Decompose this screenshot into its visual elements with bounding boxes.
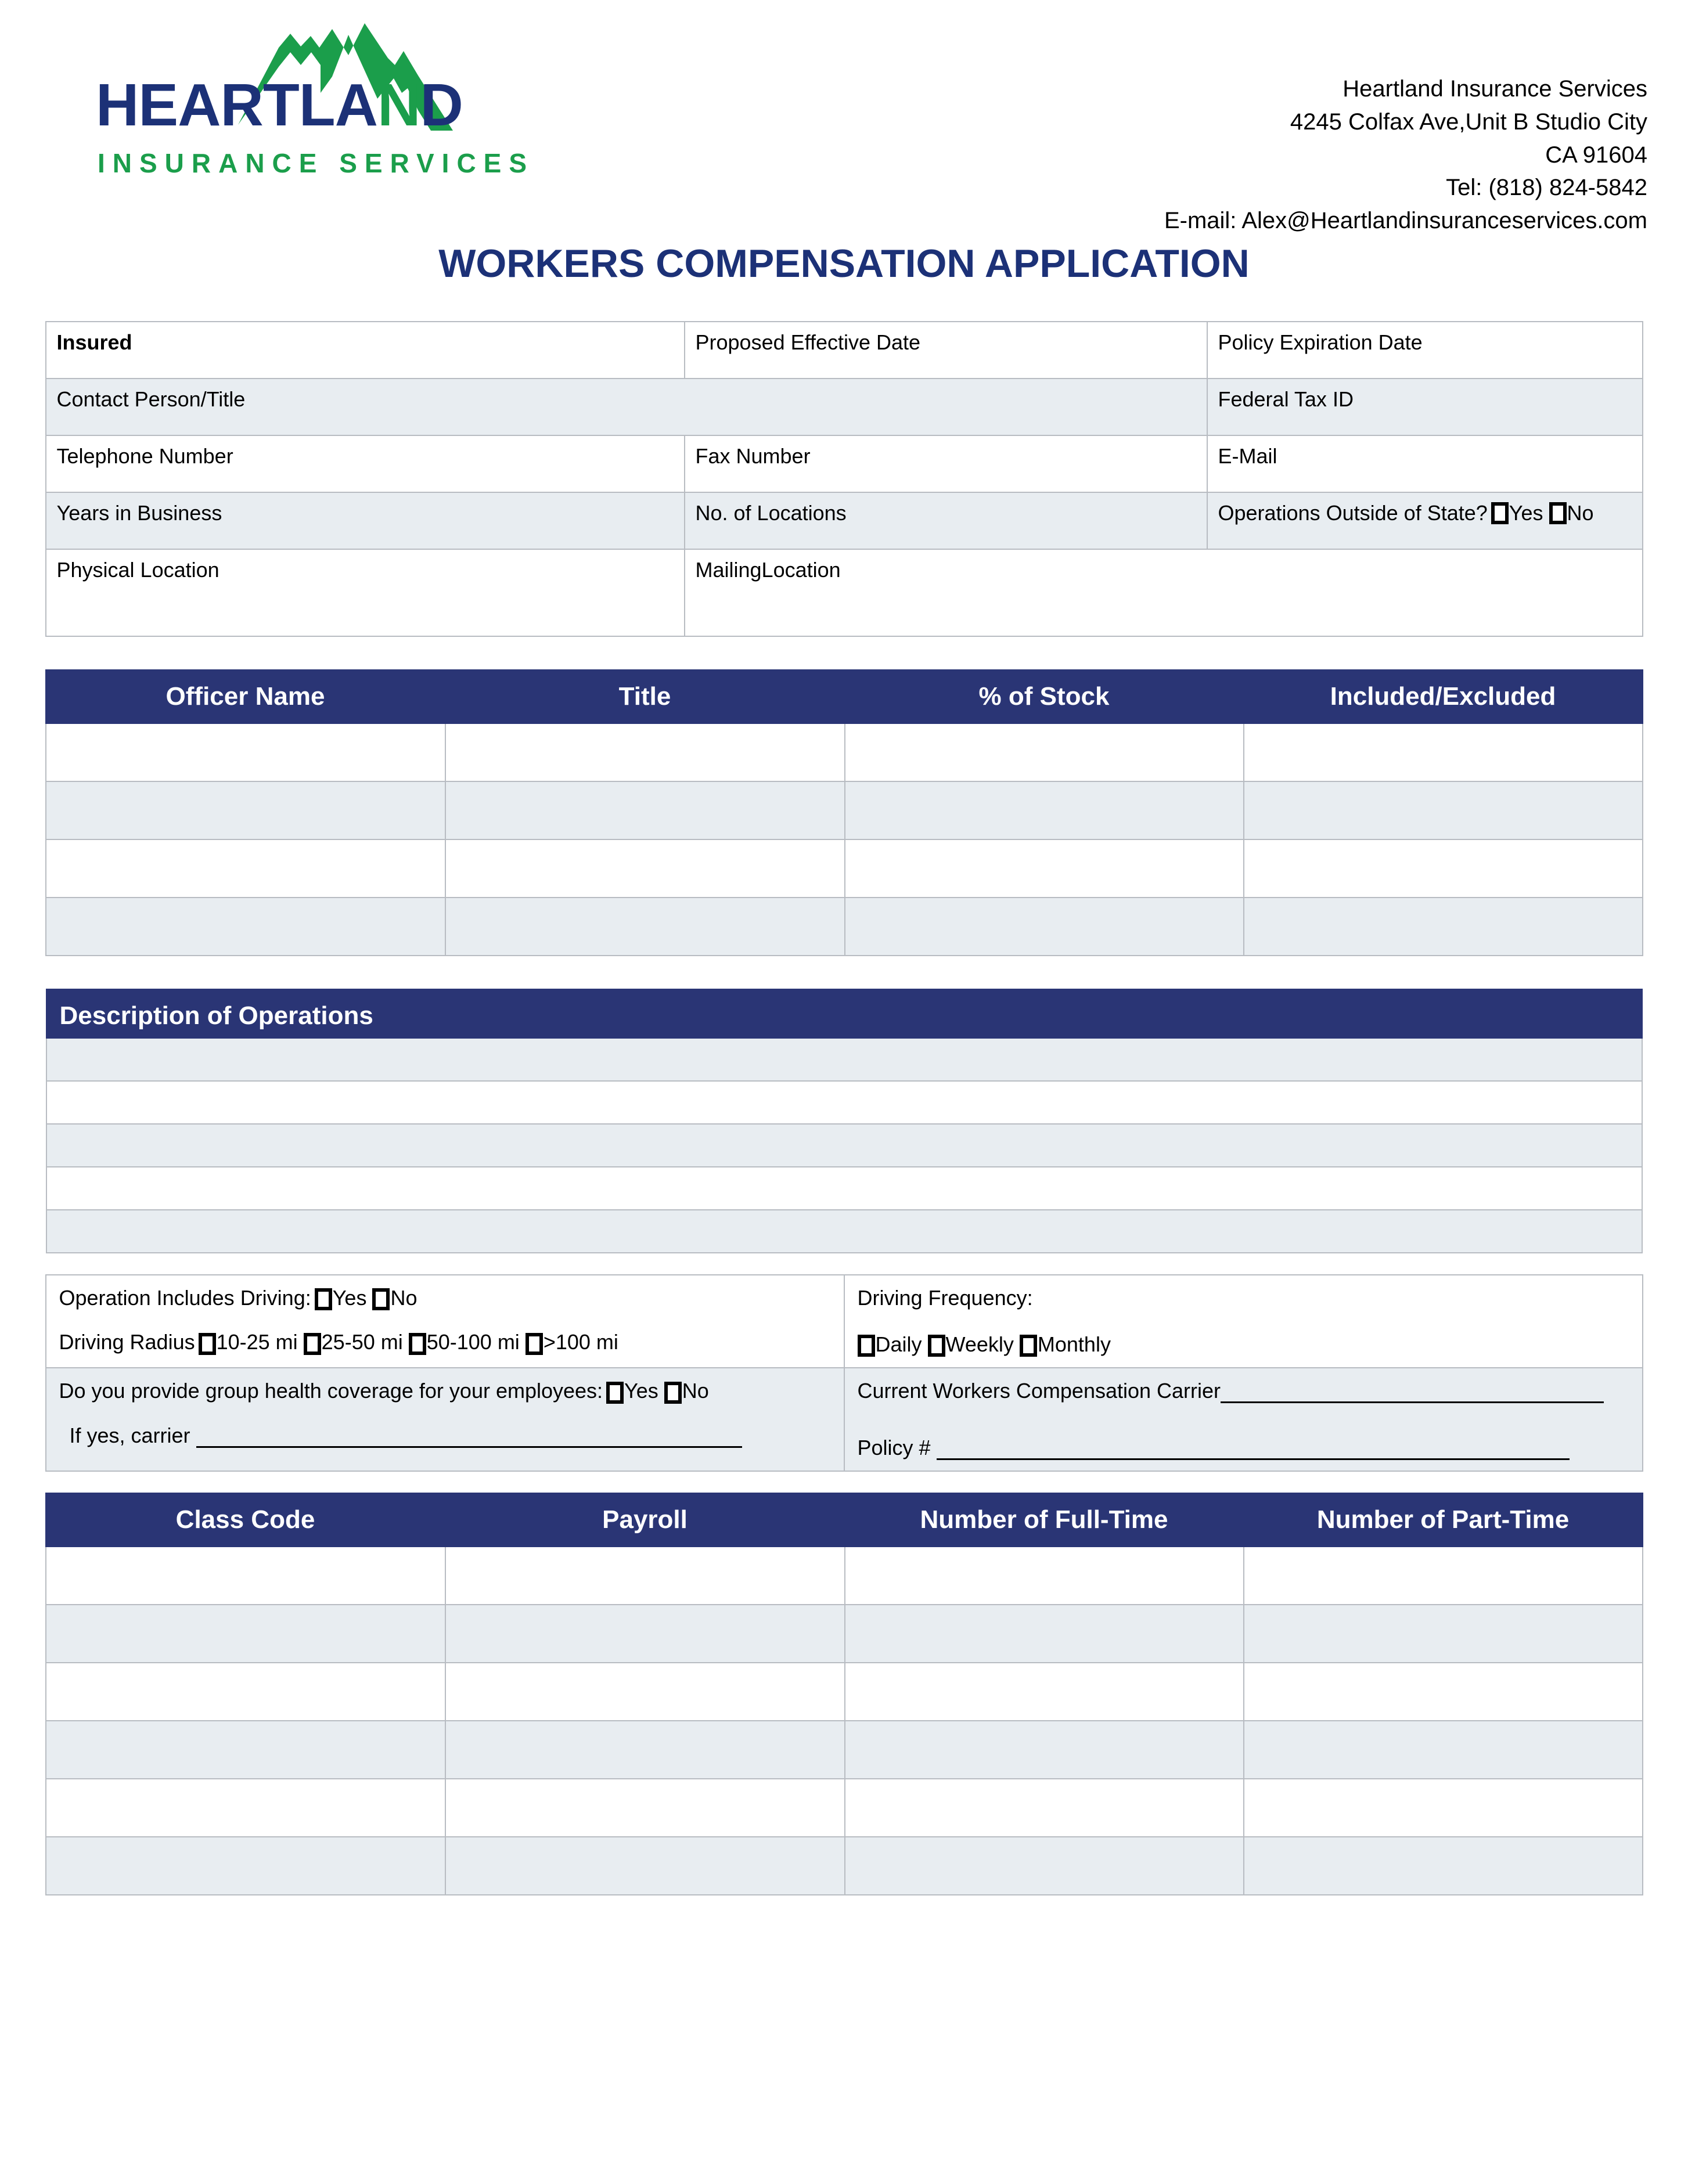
officer-cell-stock[interactable] [845, 781, 1244, 839]
driving-frequency-monthly-label: Monthly [1037, 1332, 1111, 1356]
class-code-cell-code[interactable] [46, 1663, 445, 1721]
description-line[interactable] [46, 1210, 1642, 1253]
current-carrier-label: Current Workers Compensation Carrier [857, 1379, 1221, 1403]
class-code-cell-payroll[interactable] [445, 1779, 845, 1837]
driving-radius-10-25-label: 10-25 mi [216, 1330, 298, 1354]
officer-col-included-excluded: Included/Excluded [1244, 670, 1643, 723]
class-code-cell-payroll[interactable] [445, 1605, 845, 1663]
driving-frequency-weekly-checkbox[interactable] [928, 1335, 945, 1357]
policy-expiration-date-cell[interactable] [1207, 322, 1643, 379]
officer-col-officer-name: Officer Name [46, 670, 445, 723]
description-line[interactable] [46, 1081, 1642, 1124]
logo-wordmark-part1: HEARTLA [96, 71, 378, 138]
class-code-cell-code[interactable] [46, 1779, 445, 1837]
officer-cell-title[interactable] [445, 839, 845, 898]
driving-frequency-cell [844, 1275, 1643, 1368]
company-address-line2: CA 91604 [1545, 142, 1647, 168]
class-code-table-header-row [46, 1493, 1643, 1547]
driving-frequency-monthly-checkbox[interactable] [1020, 1335, 1037, 1357]
current-carrier-group [858, 1379, 1629, 1403]
officer-cell-included[interactable] [1244, 839, 1643, 898]
driving-radius-over-100-label: >100 mi [543, 1330, 618, 1354]
operations-outside-state-label: Operations Outside of State? [1218, 501, 1488, 525]
spacer [0, 956, 1688, 989]
fax-number-cell[interactable] [685, 435, 1207, 492]
officer-cell-included[interactable] [1244, 781, 1643, 839]
logo-wordmark-part2: D [420, 71, 463, 138]
telephone-number-cell[interactable] [46, 435, 685, 492]
no-of-locations-label: No. of Locations [695, 501, 847, 525]
driving-frequency-daily-checkbox[interactable] [858, 1335, 875, 1357]
table-row [46, 839, 1643, 898]
officer-cell-title[interactable] [445, 723, 845, 781]
email-label: E-Mail [1218, 444, 1277, 468]
class-code-cell-code[interactable] [46, 1605, 445, 1663]
no-of-locations-cell[interactable] [685, 492, 1207, 549]
class-code-cell-payroll[interactable] [445, 1663, 845, 1721]
company-telephone: Tel: (818) 824-5842 [1446, 175, 1647, 201]
officer-cell-included[interactable] [1244, 723, 1643, 781]
class-code-cell-code[interactable] [46, 1837, 445, 1895]
class-code-cell-fulltime[interactable] [845, 1547, 1244, 1605]
driving-radius-label: Driving Radius [59, 1330, 195, 1354]
page-title: WORKERS COMPENSATION APPLICATION [438, 242, 1250, 286]
driving-details-cell [46, 1275, 844, 1368]
class-code-col-part-time: Number of Part-Time [1244, 1493, 1643, 1547]
group-health-no-label: No [682, 1379, 709, 1403]
description-line[interactable] [46, 1038, 1642, 1081]
class-code-col-payroll: Payroll [445, 1493, 845, 1547]
class-code-cell-payroll[interactable] [445, 1547, 845, 1605]
group-health-no-checkbox[interactable] [664, 1382, 682, 1404]
company-contact-info [1164, 17, 1647, 237]
table-row [46, 1663, 1643, 1721]
table-row [46, 1837, 1643, 1895]
mailing-location-cell[interactable] [685, 549, 1643, 636]
physical-location-label: Physical Location [56, 558, 219, 582]
table-row [46, 1368, 1643, 1471]
officer-cell-name[interactable] [46, 781, 445, 839]
description-of-operations-table [46, 989, 1643, 1253]
if-yes-carrier-label: If yes, carrier [69, 1423, 190, 1447]
proposed-effective-date-cell[interactable] [685, 322, 1207, 379]
policy-expiration-date-label: Policy Expiration Date [1218, 330, 1423, 354]
contact-person-title-label: Contact Person/Title [56, 387, 246, 411]
class-code-cell-payroll[interactable] [445, 1837, 845, 1895]
policy-number-group [858, 1436, 1629, 1460]
table-row [46, 898, 1643, 956]
table-row [46, 781, 1643, 839]
class-code-cell-parttime[interactable] [1244, 1779, 1643, 1837]
class-code-cell-code[interactable] [46, 1547, 445, 1605]
officer-cell-name[interactable] [46, 723, 445, 781]
if-yes-carrier-group [59, 1423, 831, 1448]
class-code-cell-code[interactable] [46, 1721, 445, 1779]
officer-cell-name[interactable] [46, 839, 445, 898]
class-code-cell-fulltime[interactable] [845, 1605, 1244, 1663]
driving-radius-10-25-checkbox[interactable] [199, 1333, 216, 1355]
operations-outside-state-no-label: No [1567, 501, 1594, 525]
years-in-business-label: Years in Business [56, 501, 222, 525]
years-in-business-cell[interactable] [46, 492, 685, 549]
driving-radius-25-50-checkbox[interactable] [304, 1333, 321, 1355]
driving-radius-50-100-checkbox[interactable] [409, 1333, 426, 1355]
operation-includes-driving-yes-checkbox[interactable] [315, 1288, 332, 1310]
email-cell[interactable] [1207, 435, 1643, 492]
description-of-operations-heading: Description of Operations [46, 989, 1642, 1038]
table-row [46, 1038, 1642, 1081]
federal-tax-id-label: Federal Tax ID [1218, 387, 1354, 411]
company-address-line1: 4245 Colfax Ave,Unit B Studio City [1290, 109, 1647, 135]
driving-frequency-group [858, 1332, 1629, 1357]
officer-cell-included[interactable] [1244, 898, 1643, 956]
class-code-cell-fulltime[interactable] [845, 1837, 1244, 1895]
table-row [46, 435, 1643, 492]
driving-radius-group [59, 1330, 831, 1354]
table-row [46, 1081, 1642, 1124]
operation-includes-driving-label: Operation Includes Driving: [59, 1286, 311, 1310]
company-name: Heartland Insurance Services [1343, 76, 1647, 102]
federal-tax-id-cell[interactable] [1207, 379, 1643, 435]
table-row [46, 1275, 1643, 1368]
table-row [46, 379, 1643, 435]
operations-outside-state-yes-checkbox[interactable] [1491, 502, 1509, 524]
class-code-cell-parttime[interactable] [1244, 1721, 1643, 1779]
logo-wordmark-green-n: N [377, 71, 420, 138]
policy-number-label: Policy # [857, 1436, 931, 1460]
current-carrier-cell [844, 1368, 1643, 1471]
company-logo [46, 17, 569, 179]
operation-includes-driving-no-checkbox[interactable] [372, 1288, 390, 1310]
class-code-cell-payroll[interactable] [445, 1721, 845, 1779]
operations-outside-state-no-checkbox[interactable] [1549, 502, 1567, 524]
policy-number-input[interactable] [937, 1439, 1570, 1460]
logo-wordmark [96, 71, 569, 138]
table-row [46, 1779, 1643, 1837]
class-code-cell-parttime[interactable] [1244, 1663, 1643, 1721]
operation-includes-driving-yes-label: Yes [332, 1286, 367, 1310]
officer-cell-stock[interactable] [845, 723, 1244, 781]
operation-includes-driving-no-label: No [390, 1286, 417, 1310]
class-code-cell-fulltime[interactable] [845, 1779, 1244, 1837]
officer-cell-title[interactable] [445, 898, 845, 956]
driving-frequency-daily-label: Daily [875, 1332, 922, 1356]
operation-includes-driving-group [59, 1286, 831, 1310]
spacer [0, 1472, 1688, 1493]
driving-frequency-weekly-label: Weekly [945, 1332, 1014, 1356]
class-code-cell-fulltime[interactable] [845, 1721, 1244, 1779]
table-row [46, 549, 1643, 636]
group-health-cell [46, 1368, 844, 1471]
fax-number-label: Fax Number [695, 444, 811, 468]
proposed-effective-date-label: Proposed Effective Date [695, 330, 921, 354]
table-row [46, 723, 1643, 781]
officer-table [45, 669, 1643, 956]
spacer [0, 637, 1688, 669]
telephone-number-label: Telephone Number [56, 444, 233, 468]
class-code-cell-fulltime[interactable] [845, 1663, 1244, 1721]
class-code-cell-parttime[interactable] [1244, 1547, 1643, 1605]
table-row [46, 1167, 1642, 1210]
group-health-group [59, 1379, 831, 1403]
table-row [46, 322, 1643, 379]
page-header [0, 0, 1688, 232]
description-heading-row [46, 989, 1642, 1038]
driving-radius-50-100-label: 50-100 mi [426, 1330, 520, 1354]
table-row [46, 1124, 1642, 1167]
officer-col-percent-stock: % of Stock [845, 670, 1244, 723]
class-code-cell-parttime[interactable] [1244, 1837, 1643, 1895]
class-code-col-full-time: Number of Full-Time [845, 1493, 1244, 1547]
company-email: E-mail: Alex@Heartlandinsuranceservices.com [1164, 208, 1647, 234]
description-line[interactable] [46, 1124, 1642, 1167]
officer-cell-stock[interactable] [845, 898, 1244, 956]
driving-frequency-label: Driving Frequency: [857, 1286, 1033, 1310]
officer-cell-title[interactable] [445, 781, 845, 839]
operations-outside-state-yes-label: Yes [1509, 501, 1543, 525]
officer-table-header-row [46, 670, 1643, 723]
operations-outside-state-group [1218, 501, 1596, 525]
current-carrier-input[interactable] [1221, 1382, 1604, 1403]
group-health-label: Do you provide group health coverage for your employees: [59, 1379, 603, 1403]
table-row [46, 1210, 1642, 1253]
logo-tagline: INSURANCE SERVICES [98, 148, 535, 178]
if-yes-carrier-input[interactable] [196, 1427, 742, 1448]
mailing-location-label: MailingLocation [695, 558, 841, 582]
class-code-table [45, 1493, 1643, 1895]
operations-outside-state-cell[interactable] [1207, 492, 1643, 549]
officer-col-title: Title [445, 670, 845, 723]
spacer [0, 1253, 1688, 1274]
description-line[interactable] [46, 1167, 1642, 1210]
driving-radius-25-50-label: 25-50 mi [321, 1330, 403, 1354]
group-health-yes-checkbox[interactable] [606, 1382, 624, 1404]
physical-location-cell[interactable] [46, 549, 685, 636]
driving-radius-over-100-checkbox[interactable] [526, 1333, 543, 1355]
insured-label: Insured [56, 330, 132, 354]
table-row [46, 1547, 1643, 1605]
table-row [46, 492, 1643, 549]
contact-person-title-cell[interactable] [46, 379, 1207, 435]
table-row [46, 1721, 1643, 1779]
class-code-cell-parttime[interactable] [1244, 1605, 1643, 1663]
insured-cell[interactable] [46, 322, 685, 379]
driving-and-carrier-table [45, 1274, 1643, 1472]
table-row [46, 1605, 1643, 1663]
class-code-col-class-code: Class Code [46, 1493, 445, 1547]
group-health-yes-label: Yes [624, 1379, 658, 1403]
officer-cell-stock[interactable] [845, 839, 1244, 898]
insured-info-table [45, 321, 1643, 637]
officer-cell-name[interactable] [46, 898, 445, 956]
